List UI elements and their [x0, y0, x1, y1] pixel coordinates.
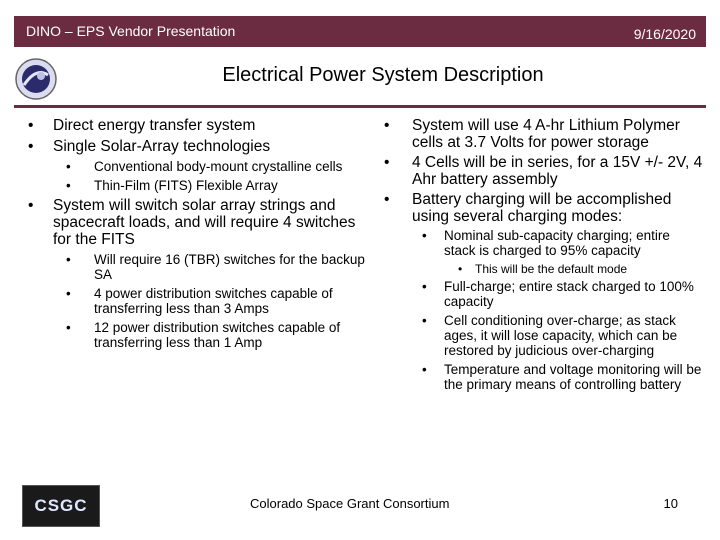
mission-logo-icon	[14, 57, 58, 101]
slide-title: Electrical Power System Description	[222, 64, 544, 86]
bullet-switching: • System will switch solar array strings and spacecraft loads, and will require 4 switches for the FITS	[28, 197, 373, 248]
bullet-series-cells: • 4 Cells will be in series, for a 15V +/- 2V, 4 Ahr battery assembly	[384, 154, 704, 188]
bullet-solar-array-tech: • Single Solar-Array technologies	[28, 138, 373, 155]
csgc-logo	[22, 485, 100, 527]
left-column	[28, 117, 373, 354]
presentation-date: 9/16/2020	[633, 26, 696, 42]
sub-bullet-3amp-switches: • 4 power distribution switches capable of transferring less than 3 Amps	[28, 286, 373, 316]
mode-conditioning: • Cell conditioning over-charge; as stack ages, it will lose capacity, which can be restored by judicious over-charging	[384, 313, 704, 358]
bullet-direct-energy: • Direct energy transfer system	[28, 117, 373, 134]
title-divider	[14, 105, 706, 108]
bullet-lithium-cells: • System will use 4 A-hr Lithium Polymer cells at 3.7 Volts for power storage	[384, 117, 704, 151]
sub-bullet-backup-switches: • Will require 16 (TBR) switches for the backup SA	[28, 252, 373, 282]
sub-bullet-crystalline: • Conventional body-mount crystalline cells	[28, 159, 373, 174]
sub-bullet-1amp-switches: • 12 power distribution switches capable of transferring less than 1 Amp	[28, 320, 373, 350]
bullet-charging-modes: • Battery charging will be accomplished using several charging modes:	[384, 191, 704, 225]
csgc-logo-text: CSGC	[34, 496, 88, 515]
sub-bullet-thin-film: • Thin-Film (FITS) Flexible Array	[28, 178, 373, 193]
mode-full-charge: • Full-charge; entire stack charged to 100% capacity	[384, 279, 704, 309]
footer-organization: Colorado Space Grant Consortium	[250, 496, 450, 511]
page-number: 10	[663, 496, 678, 511]
header-bar	[14, 16, 706, 47]
presentation-title: DINO – EPS Vendor Presentation	[26, 23, 236, 39]
mode-temperature: • Temperature and voltage monitoring will be the primary means of controlling battery	[384, 362, 704, 392]
right-column	[384, 117, 704, 396]
mode-nominal-default: • This will be the default mode	[384, 262, 704, 276]
mode-nominal: • Nominal sub-capacity charging; entire stack is charged to 95% capacity	[384, 228, 704, 258]
